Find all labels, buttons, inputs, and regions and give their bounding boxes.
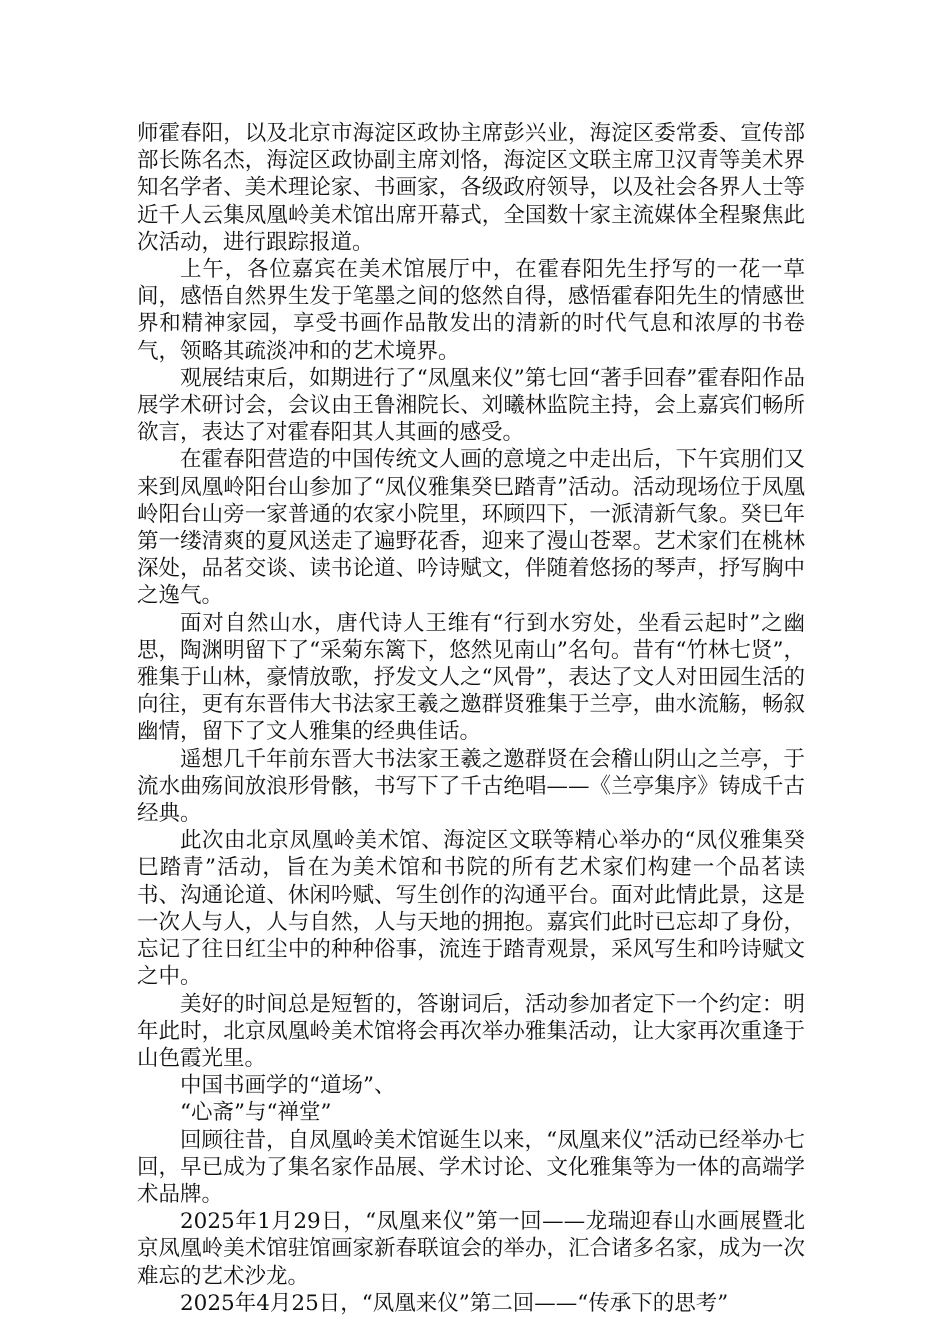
- paragraph-4: 在霍春阳营造的中国传统文人画的意境之中走出后，下午宾朋们又来到凤凰岭阳台山参加了“凤仪雅集癸巳踏青”活动。活动现场位于凤凰岭阳台山旁一家普通的农家小院里，环顾四下，一派清新气象。癸巳年第一缕清爽的夏风送走了遍野花香，迎来了漫山苍翠。艺术家们在桃林深处，品茗交谈、读书论道、吟诗赋文，伴随着悠扬的琴声，抒写胸中之逸气。: [137, 447, 805, 609]
- paragraph-7: 此次由北京凤凰岭美术馆、海淀区文联等精心举办的“凤仪雅集癸巳踏青”活动，旨在为美术馆和书院的所有艺术家们构建一个品茗读书、沟通论道、休闲吟赋、写生创作的沟通平台。面对此情此景，这是一次人与人，人与自然，人与天地的拥抱。嘉宾们此时已忘却了身份，忘记了往日红尘中的种种俗事，流连于踏青观景，采风写生和吟诗赋文之中。: [137, 828, 805, 990]
- paragraph-10: 2025年1月29日，“凤凰来仪”第一回——龙瑞迎春山水画展暨北京凤凰岭美术馆驻馆画家新春联谊会的举办，汇合诸多名家，成为一次难忘的艺术沙龙。: [137, 1209, 805, 1289]
- section-heading-line-1: 中国书画学的“道场”、: [180, 1073, 396, 1099]
- paragraph-3: 观展结束后，如期进行了“凤凰来仪”第七回“著手回春”霍春阳作品展学术研讨会，会议由王鲁湘院长、刘曦林监院主持，会上嘉宾们畅所欲言，表达了对霍春阳其人其画的感受。: [137, 365, 805, 446]
- paragraph-6: 遥想几千年前东晋大书法家王羲之邀群贤在会稽山阴山之兰亭，于流水曲殇间放浪形骨骸，书写下了千古绝唱——《兰亭集序》铸成千古经典。: [137, 746, 805, 827]
- section-heading-line-2: “心斋”与“禅堂”: [180, 1100, 332, 1126]
- paragraph-9: 回顾往昔，自凤凰岭美术馆诞生以来，“凤凰来仪”活动已经举办七回，早已成为了集名家作品展、学术讨论、文化雅集等为一体的高端学术品牌。: [137, 1127, 805, 1207]
- paragraph-2: 上午，各位嘉宾在美术馆展厅中，在霍春阳先生抒写的一花一草间，感悟自然界生发于笔墨之间的悠然自得，感悟霍春阳先生的情感世界和精神家园，享受书画作品散发出的清新的时代气息和浓厚的书卷气，领略其疏淡冲和的艺术境界。: [137, 257, 805, 364]
- paragraph-1: 师霍春阳，以及北京市海淀区政协主席彭兴业，海淀区委常委、宣传部部长陈名杰，海淀区政协副主席刘恪，海淀区文联主席卫汉青等美术界知名学者、美术理论家、书画家，各级政府领导，以及社会各界人士等近千人云集凤凰岭美术馆出席开幕式，全国数十家主流媒体全程聚焦此次活动，进行跟踪报道。: [137, 121, 805, 255]
- paragraph-5: 面对自然山水，唐代诗人王维有“行到水穷处，坐看云起时”之幽思，陶渊明留下了“采菊东篱下，悠然见南山”名句。昔有“竹林七贤”，雅集于山林，豪情放歌，抒发文人之“风骨”，表达了文人对田园生活的向往，更有东晋伟大书法家王羲之邀群贤雅集于兰亭，曲水流觞，畅叙幽情，留下了文人雅集的经典佳话。: [137, 610, 805, 745]
- paragraph-8: 美好的时间总是短暂的，答谢词后，活动参加者定下一个约定：明年此时，北京凤凰岭美术馆将会再次举办雅集活动，让大家再次重逢于山色霞光里。: [137, 991, 805, 1071]
- document-page: [137, 120, 805, 1317]
- paragraph-11: 2025年4月25日，“凤凰来仪”第二回——“传承下的思考”: [180, 1290, 729, 1316]
